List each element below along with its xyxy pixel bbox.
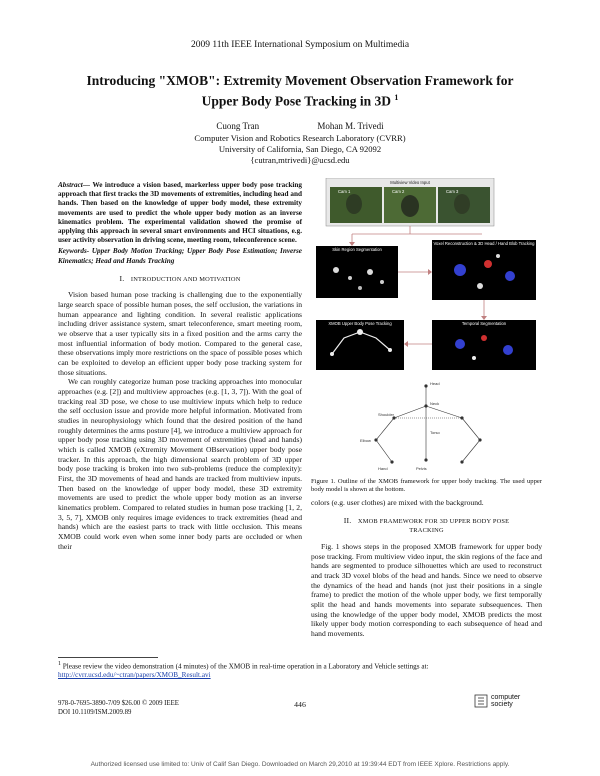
computer-society-logo: computer society [474, 694, 520, 708]
model-joints [374, 384, 481, 463]
isbn-line: 978-0-7695-3890-7/09 $26.00 © 2009 IEEE [58, 700, 179, 707]
left-column [58, 181, 302, 551]
label-cam-2: Cam 2 [392, 189, 405, 194]
label-temporal-segmentation: Temporal Segmentation [461, 321, 507, 326]
footnote-text: Please review the video demonstration (4 minutes) of the XMOB in real-time operation in a Laboratory and Vehicle settings at: [62, 662, 429, 671]
label-cam-1: Cam 1 [338, 189, 351, 194]
section-1-heading: I. INTRODUCTION AND MOTIVATION [119, 273, 241, 283]
xmob-framework-diagram [312, 178, 540, 476]
video-link[interactable]: http://cvrr.ucsd.edu/~ctran/papers/XMOB_Result.avi [58, 671, 211, 680]
page-number: 446 [294, 700, 306, 709]
keywords-label: Keywords- [58, 247, 90, 256]
model-label-elbow: Elbow [360, 438, 371, 443]
paper-title [60, 72, 540, 110]
right-column [311, 498, 542, 639]
affiliation [0, 133, 600, 166]
label-cam-3: Cam 3 [446, 189, 459, 194]
doi-line: DOI 10.1109/ISM.2009.89 [58, 708, 132, 716]
abstract-text: We introduce a vision based, markerless upper body pose tracking approach that first tracks the 3D movements of extremities, including head and hands. Then based on the knowledge of upper body model, these extremity movements are used to predict the whole upper body motion as an inverse kinematics problem. The experimental validation showed the promise of applying this approach in several smart environments and HCI situations, e.g. user activity observation in driving scene, meeting room, teleconference scene. [58, 181, 302, 245]
section-1-paragraph-2: We can roughly categorize human pose tracking approaches into monocular approaches (e.g. [2]) and multiview approaches (e.g. [1, 3, 7]). With the goal of tracking real 3D pose, we chose to use multiview inputs which help to reduce the self occlusion issue and provide more helpful information. Motivated from studies in neurophysiology which found that the desired position of the hand roughly determines the arms posture [4], we introduce a multiview approach for upper body pose tracking using 3D movement of extremities (head and hands) which is called XMOB (eXtremity Movement OBservation) upper body pose tracker. In this approach, the high dimensional search problem of 3D upper body pose tracking is broken into two sub-problems (reduce the complexity): First, the 3D movements of head and hands are tracked from multiview inputs. Then based on the knowledge of upper body model, these 3D extremity movements are used to predict the whole upper body motion as an inverse kinematics problem. Compared to related studies in human pose tracking [1, 2, 3, 5, 7], XMOB only requires image evidences to track extremities (head and hands) which are the easiest parts to track with little occlusion. This means XMOB could work even when some inner body parts are occluded or when their [58, 377, 302, 551]
model-label-neck: Neck [430, 401, 440, 406]
conference-header: 2009 11th IEEE International Symposium on Multimedia [190, 40, 410, 50]
model-label-hand: Hand [378, 466, 388, 471]
footnote [58, 660, 542, 680]
figure-caption: Figure 1. Outline of the XMOB framework for upper body tracking. The used upper body model is shown at the bottom. [311, 478, 542, 493]
download-notice: Authorized licensed use limited to: Univ of Calif San Diego. Downloaded on March 29,2010 at 19:39:44 EDT from IEEE Xplore. Restrictions apply. [90, 761, 510, 768]
abstract-label: Abstract [58, 181, 83, 189]
title-line-1: Introducing "XMOB": Extremity Movement Observation Framework for [86, 73, 514, 88]
upper-body-model [376, 386, 480, 462]
keywords-text: Upper Body Motion Tracking; Upper Body Pose Estimation; Inverse Kinematics; Head and Hands Tracking [58, 247, 303, 265]
title-footnote-mark: 1 [394, 93, 399, 102]
section-2-heading: II. XMOB FRAMEWORK FOR 3D UPPER BODY POSE TRACKING [343, 515, 510, 535]
model-label-head: Head [430, 381, 440, 386]
author-1: Cuong Tran [216, 121, 260, 131]
section-1-paragraph-1: Vision based human pose tracking is challenging due to the exponentially large search space of possible human poses, the self occlusion, the variations in human appearance and lighting condition. In several realistic applications including driver assistance system, smart teleconference, smart meeting room, we observe that a user typically sits in a fixed position and the arms carry the most influential information of body motion. Compared to the general case, these observations imply more restrictions on the space of possible poses which can be exploited to develop an efficient upper body pose tracking system for those situations. [58, 290, 302, 377]
model-label-pelvis: Pelvis [416, 466, 427, 471]
model-label-shoulder: Shoulder [378, 412, 395, 417]
author-list [0, 121, 600, 131]
footnote-mark: 1 [58, 661, 61, 667]
pose-tracking-panel [316, 320, 404, 370]
temporal-segmentation-panel [432, 320, 536, 370]
section-2-paragraph: Fig. 1 shows steps in the proposed XMOB framework for upper body pose tracking. From multiview video input, the skin regions of the face and hands are segmented to produce silhouettes which are used to reconstruct and track 3D voxel blobs of the head and hands. Since we need to observe the dynamics of the head and hands (not just their positions in a single frame) to predict the motion of the whole upper body, we first temporally split the head and hands movements into separate subsequences. Then using the knowledge of the upper body model, XMOB predicts the most likely upper body motion corresponding to each subsequence of head and hand movements. [311, 541, 542, 638]
society-logo-icon [474, 694, 488, 708]
model-label-torso: Torso [430, 430, 440, 435]
title-line-2: Upper Body Pose Tracking in 3D $^1$ [201, 93, 399, 109]
label-skin-segmentation: Skin Region Segmentation [332, 247, 382, 252]
footnote-rule [58, 657, 158, 658]
affiliation-email: {cutran,mtrivedi}@ucsd.edu [250, 155, 350, 165]
camera-2-person [401, 195, 419, 217]
keywords [58, 247, 302, 265]
skin-segmentation-panel [316, 246, 398, 298]
camera-3-person [454, 194, 470, 214]
camera-1-person [346, 194, 362, 214]
figure-1 [312, 178, 540, 476]
label-pose-tracking: XMOB Upper Body Pose Tracking [328, 321, 392, 326]
affiliation-university: University of California, San Diego, CA 92092 [218, 144, 382, 154]
affiliation-lab: Computer Vision and Robotics Research Laboratory (CVRR) [194, 133, 406, 143]
copyright [58, 700, 179, 717]
label-voxel-reconstruction: Voxel Reconstruction & 3D Head / Hand Blob Tracking [433, 241, 535, 246]
author-2: Mohan M. Trivedi [317, 121, 384, 131]
right-continuation: colors (e.g. user clothes) are mixed with the background. [311, 498, 484, 507]
voxel-reconstruction-panel [432, 240, 536, 300]
abstract: Abstract— We introduce a vision based, markerless upper body pose tracking approach that first tracks the 3D movements of extremities, including head and hands. Then based on the knowledge of upper body model, these extremity movements are used to predict the whole upper body motion as an inverse kinematics problem. The experimental validation showed the promise of applying this approach in several smart environments and HCI situations, e.g. user activity observation in driving scene, meeting room, teleconference scene. [58, 181, 302, 245]
arrowhead-skin [349, 242, 355, 246]
label-multiview-input: Multiview Video Input [390, 180, 430, 185]
